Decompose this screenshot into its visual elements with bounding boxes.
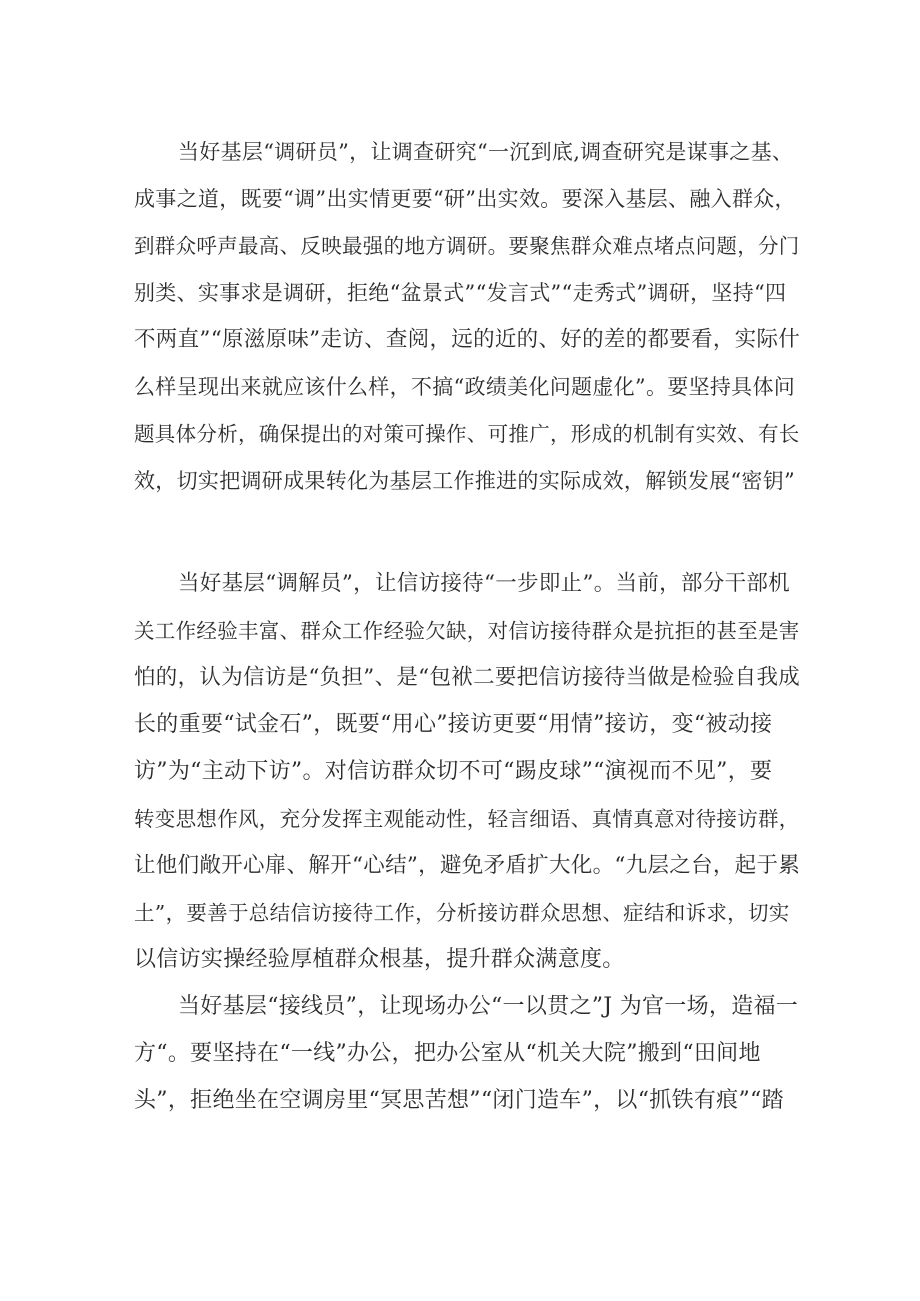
paragraph-1-line-6: 么样呈现出来就应该什么样，不搞“政绩美化问题虚化”。要坚持具体问: [134, 375, 796, 399]
paragraph-2-line-5: 访”为“主动下访”。对信访群众切不可“踢皮球”“演视而不见”，要: [134, 759, 773, 784]
paragraph-2-line-7: 让他们敞开心扉、解开“心结”，避免矛盾扩大化。“九层之台，起于累: [134, 853, 801, 878]
paragraph-1-line-5: 不两直”“原滋原味”走访、查阅，远的近的、好的差的都要看，实际什: [134, 327, 801, 352]
paragraph-1-line-1: 当好基层“调研员”，让调查研究“一沉到底,调查研究是谋事之基、: [178, 140, 794, 164]
paragraph-1-line-4: 别类、实事求是调研，拒绝“盆景式”“发言式”“走秀式”调研，坚持“四: [134, 281, 787, 305]
paragraph-3-line-2: 方“。要坚持在“一线”办公，把办公室从“机关大院”搬到“田间地: [134, 1041, 761, 1066]
paragraph-2-line-9: 以信访实操经验厚植群众根基，提升群众满意度。: [134, 947, 625, 972]
paragraph-3-line-3: 头”，拒绝坐在空调房里“冥思苦想”“闭门造车”，以“抓铁有痕”“踏: [134, 1088, 784, 1113]
paragraph-2-line-3: 怕的，认为信访是“负担”、是“包袱二要把信访接待当做是检验自我成: [134, 665, 801, 690]
paragraph-2-line-2: 关工作经验丰富、群众工作经验欠缺，对信访接待群众是抗拒的甚至是害: [134, 619, 800, 643]
paragraph-2-line-6: 转变思想作风，充分发挥主观能动性，轻言细语、真情真意对待接访群，: [134, 807, 800, 831]
paragraph-3-line-1: 当好基层“接线员”，让现场办公“一以贯之”J 为官一场，造福一: [178, 994, 799, 1019]
paragraph-2-line-1: 当好基层“调解员”，让信访接待“一步即止”。当前，部分干部机: [178, 571, 790, 596]
paragraph-2-line-8: 土”，要善于总结信访接待工作，分析接访群众思想、症结和诉求，切实: [134, 901, 790, 925]
paragraph-1-line-2: 成事之道，既要“调”出实情更要“研”出实效。要深入基层、融入群众，: [134, 187, 796, 211]
paragraph-1-line-3: 到群众呼声最高、反映最强的地方调研。要聚焦群众难点堵点问题，分门: [134, 234, 800, 258]
paragraph-1-line-7: 题具体分析，确保提出的对策可操作、可推广，形成的机制有实效、有长: [134, 422, 800, 446]
paragraph-2-line-4: 长的重要“试金石”，既要“用心”接访更要“用情”接访，变“被动接: [134, 712, 773, 737]
paragraph-1-line-8: 效，切实把调研成果转化为基层工作推进的实际成效，解锁发展“密钥”: [134, 469, 796, 493]
